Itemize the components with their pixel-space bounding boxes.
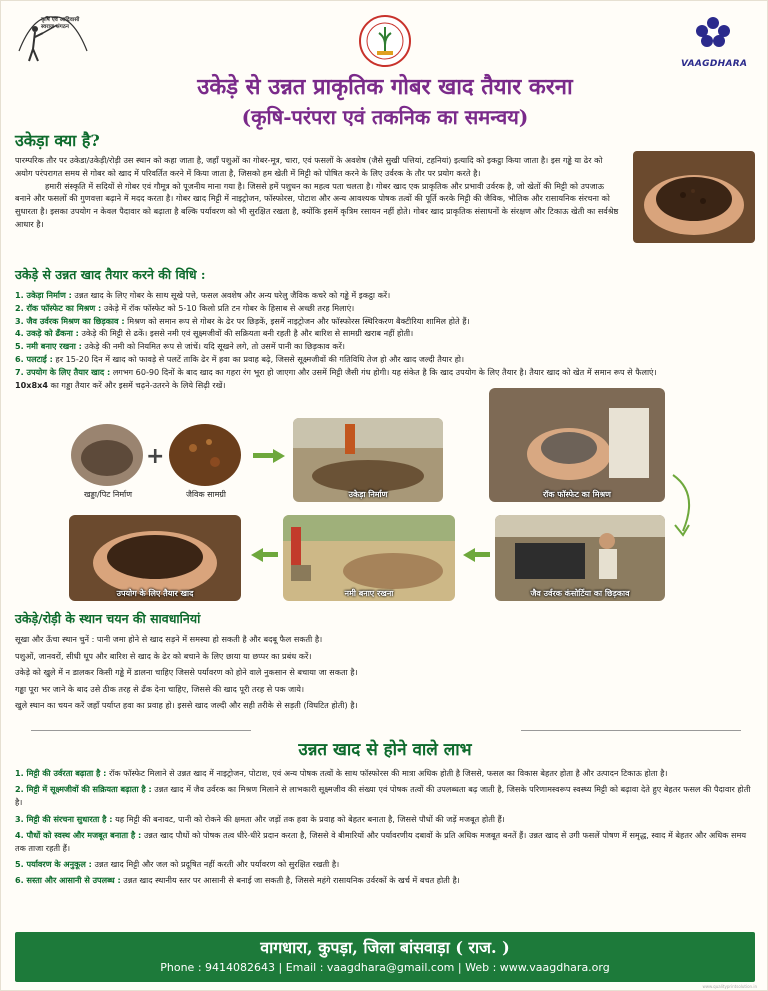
footer-address: वागधारा, कुपड़ा, जिला बांसवाड़ा ( राज. ) xyxy=(260,938,510,957)
ready-compost-photo xyxy=(69,515,241,601)
step-text: उकेड़े में रॉक फॉस्फेट को 5-10 किलो प्रति टन गोबर के हिसाब से अच्छी तरह मिलाएं। xyxy=(101,302,355,313)
intro-para-2: हमारी संस्कृति में सदियों से गोबर एवं गौमूत्र को पूजनीय माना गया है। जिससे हमें पशुधन का महत्व पता चलता है। गोबर खाद एक प्राकृतिक और प्रभावी उर्वरक है, जो खेतों की मिट्टी को उपजाऊ बनाने और फसलों की गुणवत्ता बढ़ाने में मदद करता है। गोबर खाद मिट्टी में नाइट्रोजन, फॉस्फोरस, पोटाश और अन्य आवश्यक पोषक तत्वों की पूर्ति करके मिट्टी की जैविक, भौतिक और रासायनिक संरचना को सुधारता है। इसका उपयोग न केवल पैदावार को बढ़ाता है बल्कि पर्यावरण को भी सुरक्षित रखता है, क्योंकि इसमें कृत्रिम रसायन नहीं होते। गोबर खाद प्राकृतिक संसाधनों के संरक्षण और टिकाऊ खेती का सर्वश्रेष्ठ आधार है। xyxy=(15,180,619,229)
benefit-text: उन्नत खाद स्थानीय स्तर पर आसानी से बनाई जा सकती है, जिससे महंगे रासायनिक उर्वरकों के खर्च में बचत होती है। xyxy=(120,875,460,886)
benefit-item xyxy=(15,858,755,871)
precautions-heading: उकेड़े/रोड़ी के स्थान चयन की सावधानियां xyxy=(15,611,201,626)
divider-left xyxy=(31,730,251,731)
organic-material-image xyxy=(169,424,241,486)
method-step xyxy=(15,327,755,340)
pit-photo xyxy=(71,424,143,486)
ready-caption: उपयोग के लिए तैयार खाद xyxy=(116,589,194,598)
step-label: 3. जैव उर्वरक मिश्रण का छिड़काव : xyxy=(15,315,125,326)
pit-caption: खड्डा/पिट निर्माण xyxy=(84,490,132,499)
method-step xyxy=(15,366,755,379)
precaution-item: उकेड़े को खुले में न डालकर किसी गड्ढे में डालना चाहिए जिससे पर्यावरण को होने वाले नुकसान से बचाया जा सकता है। xyxy=(15,667,358,677)
vaagdhara-emblem-icon xyxy=(689,13,737,53)
intro-para-1: पारम्परिक तौर पर उकेडा/उकेड़ी/रोड़ी उस स्थान को कहा जाता है, जहाँ पशुओं का गोबर-मूत्र, चारा, एवं फसलों के अवशेष (जैसे सुखी पत्तियां, टहनियां) इत्यादि को इकट्ठा किया जाता है। इस गड्ढे या ढेर को अयोग परंपरागत समय से गोबर को खाद में परिवर्तित करने में किया जाता है, जिसको हम खेती में मिट्टी को पोषित करने के लिए उर्वरक के तौर पर प्रयोग करते है। xyxy=(15,155,603,178)
main-title: उकेड़े से उन्नत प्राकृतिक गोबर खाद तैयार करना xyxy=(197,74,573,100)
moisture-caption: नमी बनाए रखना xyxy=(344,589,394,598)
ukeda-construction-photo xyxy=(293,418,443,502)
precaution-item: खुले स्थान का चयन करें जहाँ पर्याप्त हवा का प्रवाह हो। इससे खाद जल्दी और सही तरीके से सड़ती (विघटित होती) है। xyxy=(15,700,358,710)
step-label: 4. उकड़े को ढँकना : xyxy=(15,328,79,339)
left-logo-text: कृषि एवं आदिवासी स्वराज संगठन xyxy=(41,17,80,30)
footer-contact-details: Phone : 9414082643 | Email : vaagdhara@gmail.com | Web : www.vaagdhara.org xyxy=(160,961,610,974)
method-heading: उकेड़े से उन्नत खाद तैयार करने की विधि : xyxy=(15,267,206,282)
benefit-label: 1. मिट्टी की उर्वरता बढ़ाता है : xyxy=(15,768,107,778)
precautions-list xyxy=(15,631,755,714)
method-step xyxy=(15,315,755,328)
benefit-label: 5. पर्यावरण के अनुकूल : xyxy=(15,859,92,870)
ukeda-caption: उकेड़ा निर्माण xyxy=(348,490,388,499)
rock-phosphate-photo xyxy=(489,388,665,502)
method-step xyxy=(15,302,755,315)
step-text: लगभग 60-90 दिनों के बाद खाद का गहरा रंग भूरा हो जाएगा और उसमें मिट्टी जैसी गंध होगी। यह संकेत है कि खाद उपयोग के लिए तैयार है। तैयार खाद को खेत में समान रूप से फैलाएं। xyxy=(110,366,657,377)
step-text: मिश्रण को समान रूप से गोबर के ढेर पर छिड़कें, इसमें नाइट्रोजन और फॉस्फोरस स्थिरिकरण बैक्टीरिया शामिल होते हैं। xyxy=(124,315,470,326)
spray-photo xyxy=(495,515,665,601)
rock-caption: रॉक फॉस्फेट का मिश्रण xyxy=(543,490,611,499)
step-label: 2. रॉक फॉस्फेट का मिश्रण : xyxy=(15,302,102,313)
pit-size-label: 10x8x4 xyxy=(15,379,48,390)
benefits-list xyxy=(15,767,755,891)
benefit-text: उन्नत खाद में जैव उर्वरक का मिश्रण मिलाने से लाभकारी सूक्ष्मजीव की संख्या एवं पोषक तत्वों की उपलब्धता बढ़ जाती है, जिसके परिणामस्वरूप स्वस्थ्य मिट्टी को बढ़ावा देते हुए बेहतर फसल की पैदावार होती है। xyxy=(15,784,751,808)
arrow-shaft xyxy=(262,552,278,557)
benefits-heading: उन्नत खाद से होने वाले लाभ xyxy=(298,740,472,760)
benefit-text: उन्नत खाद पौधों को पोषक तत्व धीरे-धीरे प्रदान करता है, जिससे वे बीमारियों और पर्यावरणीय दबावों के प्रति अधिक मजबूत बनतें हैं। उन्नत खाद से उगी फसलें पोषण में समृद्ध, स्वाद में बेहतर और अधिक समय तक ताजा रहती हैं। xyxy=(15,829,747,854)
arrow-right-icon xyxy=(273,449,285,463)
benefit-text: यह मिट्टी की बनावट, पानी को रोकने की क्षमता और जड़ों तक हवा के प्रवाह को बेहतर बनाता है, जिससे पौधों की जड़ें मजबूत होती हैं। xyxy=(112,813,505,824)
footer-contact-bar xyxy=(15,932,755,982)
step-text: उन्नत खाद के लिए गोबर के साथ सूखे पत्ते, फसल अवशेष और अन्य घरेलु जैविक कचरे को गड्ढे में इकट्ठा करें। xyxy=(71,290,391,300)
sangathan-logo xyxy=(13,11,93,71)
organic-material-photo xyxy=(169,424,241,486)
step-text: हर 15-20 दिन में खाद को फावड़े से पलटें ताकि ढेर में हवा का प्रवाह बढ़े, जिससे सूक्ष्मजीवों की गतिविधि तेज हो और खाद जल्दी तैयार हो। xyxy=(52,353,465,364)
benefit-label: 3. मिट्टी की संरचना सुधारता है : xyxy=(15,813,113,824)
benefit-text: रॉक फॉस्फेट मिलाने से उन्नत खाद में नाइट्रोजन, पोटाश, एवं अन्य पोषक तत्वों के साथ फॉस्फोरस की मात्रा अधिक होती है जिससे, फसल का विकास बेहतर होता है और उत्पादन टिकाऊ होता है। xyxy=(106,768,668,778)
precaution-item: सूखा और ऊँचा स्थान चुनें : पानी जमा होने से खाद सड़ने में समस्या हो सकती है और बदबू फैल सकती है। xyxy=(15,634,323,644)
step-text: उकेड़े की मिट्टी से ढकें। इससे नमी एवं सूक्ष्मजीवों की सक्रियता बनी रहती है और बारिश से सामग्री खराब नहीं होती। xyxy=(78,328,414,339)
method-step xyxy=(15,289,755,302)
benefit-item xyxy=(15,829,755,855)
moisture-photo xyxy=(283,515,455,601)
spray-caption: जैव उर्वरक कंसोर्टिया का छिड़काव xyxy=(530,589,630,598)
what-is-ukeda-heading: उकेड़ा क्या है? xyxy=(15,131,100,150)
step-label: 5. नमी बनाए रखना : xyxy=(15,341,82,352)
arrow-shaft xyxy=(474,552,490,557)
printer-credit: www.qualityprintsolution.in xyxy=(702,984,757,989)
benefit-item xyxy=(15,813,755,826)
benefit-label: 2. मिट्टी में सूक्ष्मजीवों की सक्रियता बढ़ाता है : xyxy=(15,784,152,795)
benefit-label: 4. पौधों को स्वस्थ और मजबूत बनाता है : xyxy=(15,829,142,840)
step-label: 7. उपयोग के लिए तैयार खाद : xyxy=(15,366,111,377)
main-subtitle: (कृषि-परंपरा एवं तकनिक का समन्वय) xyxy=(241,105,529,129)
method-step xyxy=(15,353,755,366)
method-steps-list xyxy=(15,289,755,391)
vaagdhara-logo xyxy=(681,13,748,73)
benefit-text: उन्नत खाद मिट्टी और जल को प्रदूषित नहीं करती और पर्यावरण को सुरक्षित रखती है। xyxy=(91,859,340,870)
intro-paragraph xyxy=(15,154,621,231)
curved-arrow-down-icon xyxy=(665,471,705,541)
benefit-item xyxy=(15,767,755,780)
step-text: उकेड़े की नमी को नियमित रूप से जांचें। यदि सूखने लगे, तो उसमें पानी का छिड़काव करें। xyxy=(81,341,345,352)
benefit-item xyxy=(15,783,755,809)
precaution-item: गड्ढा पूरा भर जाने के बाद उसे ठीक तरह से ढँक देना चाहिए, जिससे की खाद पूरी तरह से पक जाये। xyxy=(15,683,305,694)
arrow-shaft xyxy=(253,453,275,458)
organic-caption: जैविक सामग्री xyxy=(186,490,226,499)
plus-sign: + xyxy=(146,444,165,469)
step-label: 1. उकेड़ा निर्माण : xyxy=(15,290,72,300)
precaution-item: पशुओं, जानवरों, सीधी धूप और बारिश से खाद के ढेर को बचाने के लिए छाया या छप्पर का प्रबंध करें। xyxy=(15,650,312,661)
rock-phosphate-image xyxy=(489,388,665,502)
vaagdhara-brand: VAAGDHARA xyxy=(681,59,748,69)
step-label: 6. पलटाई : xyxy=(15,353,53,364)
center-emblem xyxy=(357,13,413,69)
method-step xyxy=(15,340,755,353)
benefit-item xyxy=(15,874,755,887)
emblem-icon xyxy=(357,13,413,69)
divider-right xyxy=(521,730,741,731)
hands-with-compost-photo xyxy=(633,151,755,243)
pit-image xyxy=(71,424,143,486)
compost-hands-image xyxy=(633,151,755,243)
pit-size-text: का गड्डा तैयार करें और इसमें चढ़ने-उतरने के लिये सिढ़ी रखें। xyxy=(47,379,226,390)
benefit-label: 6. सस्ता और आसानी से उपलब्ध : xyxy=(15,875,121,886)
